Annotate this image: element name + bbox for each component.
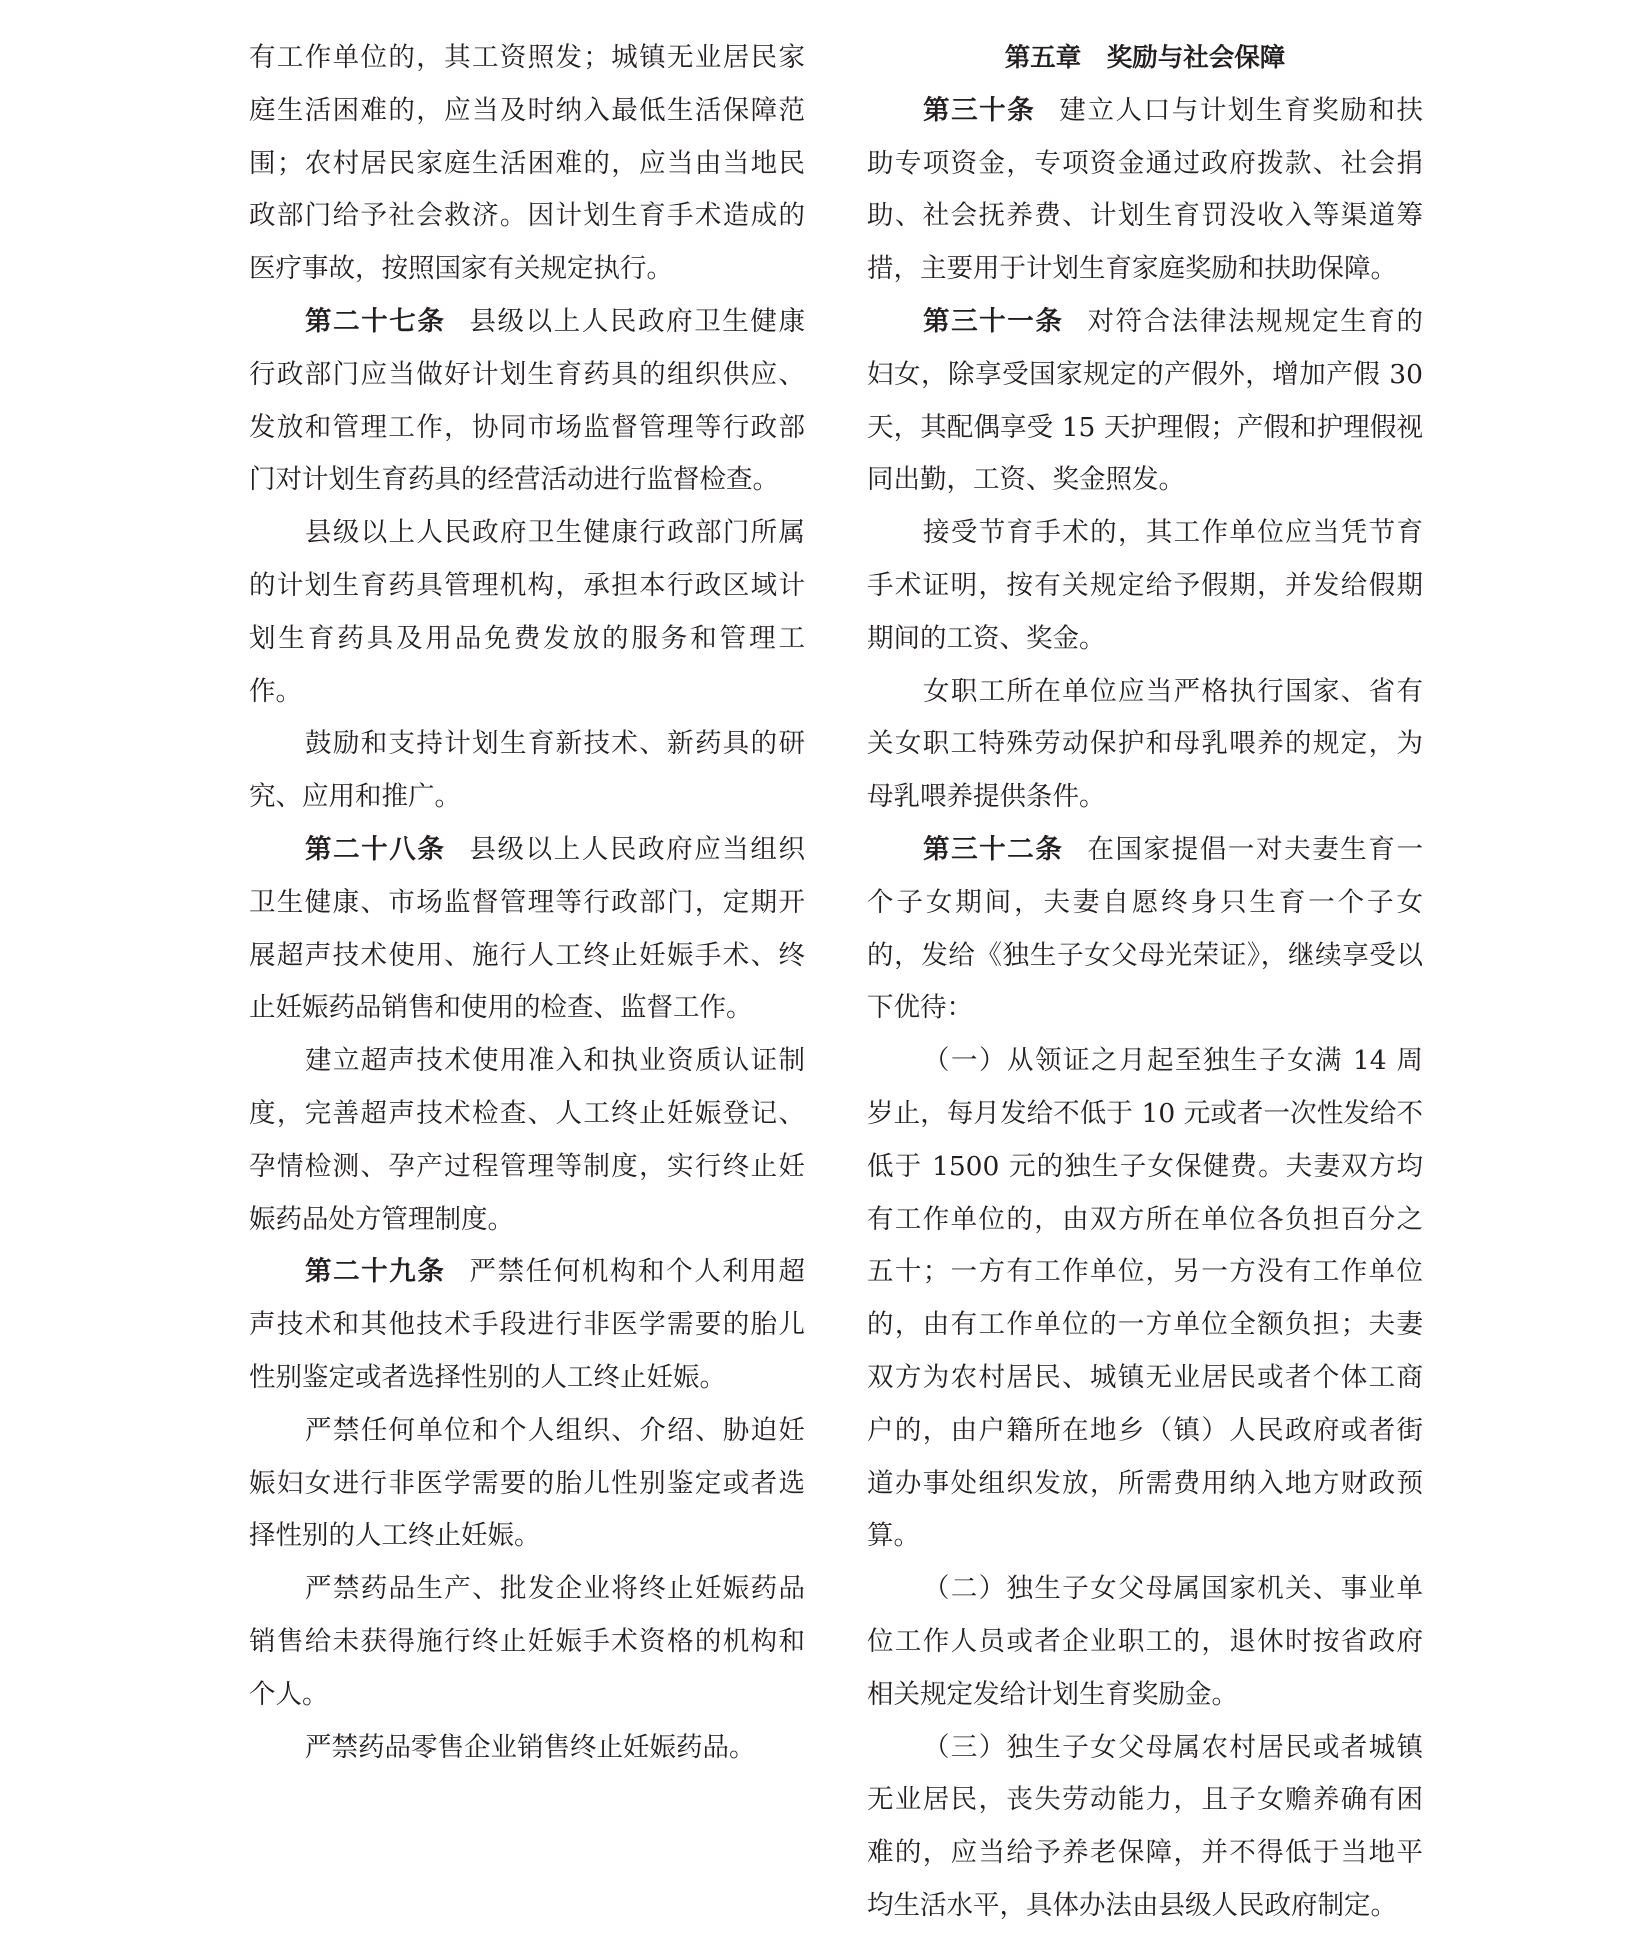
paragraph: 鼓励和支持计划生育新技术、新药具的研究、应用和推广。 (249, 728, 805, 813)
article-32 (867, 824, 1423, 1035)
article-31 (867, 296, 1423, 507)
article-text: 在国家提倡一对夫妻生育一个子女期间，夫妻自愿终身只生育一个子女的，发给《独生子女父母光荣证》，继续享受以下优待： (867, 833, 1423, 1024)
right-column (867, 32, 1423, 1933)
article-29 (249, 1246, 805, 1404)
list-item: （三）独生子女父母属农村居民或者城镇无业居民，丧失劳动能力，且子女赡养确有困难的，应当给予养老保障，并不得低于当地平均生活水平，具体办法由县级人民政府制定。 (867, 1731, 1423, 1921)
article-label: 第二十七条 (305, 305, 446, 337)
list-item: （二）独生子女父母属国家机关、事业单位工作人员或者企业职工的，退休时按省政府相关规定发给计划生育奖励金。 (867, 1573, 1423, 1710)
paragraph: 严禁药品零售企业销售终止妊娠药品。 (305, 1731, 756, 1763)
paragraph: 县级以上人民政府卫生健康行政部门所属的计划生育药具管理机构，承担本行政区域计划生育药具及用品免费发放的服务和管理工作。 (249, 517, 805, 707)
article-text: 严禁任何机构和个人利用超声技术和其他技术手段进行非医学需要的胎儿性别鉴定或者选择性别的人工终止妊娠。 (249, 1256, 805, 1393)
left-column (249, 32, 805, 1774)
article-28 (249, 824, 805, 1035)
article-label: 第三十条 (923, 94, 1036, 126)
article-text: 对符合法律法规规定生育的妇女，除享受国家规定的产假外，增加产假 30 天，其配偶享受 15 天护理假；产假和护理假视同出勤，工资、奖金照发。 (867, 305, 1423, 496)
paragraph: 严禁任何单位和个人组织、介绍、胁迫妊娠妇女进行非医学需要的胎儿性别鉴定或者选择性别的人工终止妊娠。 (249, 1414, 805, 1552)
article-text: 县级以上人民政府应当组织卫生健康、市场监督管理等行政部门，定期开展超声技术使用、施行人工终止妊娠手术、终止妊娠药品销售和使用的检查、监督工作。 (249, 833, 805, 1024)
article-label: 第三十一条 (923, 305, 1064, 337)
list-item: （一）从领证之月起至独生子女满 14 周岁止，每月发给不低于 10 元或者一次性发给不低于 1500 元的独生子女保健费。夫妻双方均有工作单位的，由双方所在单位各负担百分之五十；一方有工作单位，另一方没有工作单位的，由有工作单位的一方单位全额负担；夫妻双方为农村居民、城镇无业居民或者个体工商户的，由户籍所在地乡（镇）人民政府或者街道办事处组织发放，所需费用纳入地方财政预算。 (867, 1045, 1423, 1552)
paragraph: 严禁药品生产、批发企业将终止妊娠药品销售给未获得施行终止妊娠手术资格的机构和个人。 (249, 1573, 805, 1710)
paragraph: 接受节育手术的，其工作单位应当凭节育手术证明，按有关规定给予假期，并发给假期期间的工资、奖金。 (867, 517, 1423, 654)
article-label: 第三十二条 (923, 833, 1064, 865)
article-label: 第二十八条 (305, 833, 446, 865)
article-label: 第二十九条 (305, 1256, 446, 1288)
article-text: 县级以上人民政府卫生健康行政部门应当做好计划生育药具的组织供应、发放和管理工作，协同市场监督管理等行政部门对计划生育药具的经营活动进行监督检查。 (249, 305, 805, 496)
paragraph: 有工作单位的，其工资照发；城镇无业居民家庭生活困难的，应当及时纳入最低生活保障范围；农村居民家庭生活困难的，应当由当地民政部门给予社会救济。因计划生育手术造成的医疗事故，按照国家有关规定执行。 (249, 42, 805, 285)
paragraph: 建立超声技术使用准入和执业资质认证制度，完善超声技术检查、人工终止妊娠登记、孕情检测、孕产过程管理等制度，实行终止妊娠药品处方管理制度。 (249, 1045, 805, 1235)
article-27 (249, 296, 805, 507)
paragraph: 女职工所在单位应当严格执行国家、省有关女职工特殊劳动保护和母乳喂养的规定，为母乳喂养提供条件。 (867, 675, 1423, 813)
article-text: 建立人口与计划生育奖励和扶助专项资金，专项资金通过政府拨款、社会捐助、社会抚养费、计划生育罚没收入等渠道筹措，主要用于计划生育家庭奖励和扶助保障。 (867, 94, 1423, 285)
article-30 (867, 85, 1423, 296)
chapter-title: 第五章 奖励与社会保障 (1004, 43, 1286, 73)
